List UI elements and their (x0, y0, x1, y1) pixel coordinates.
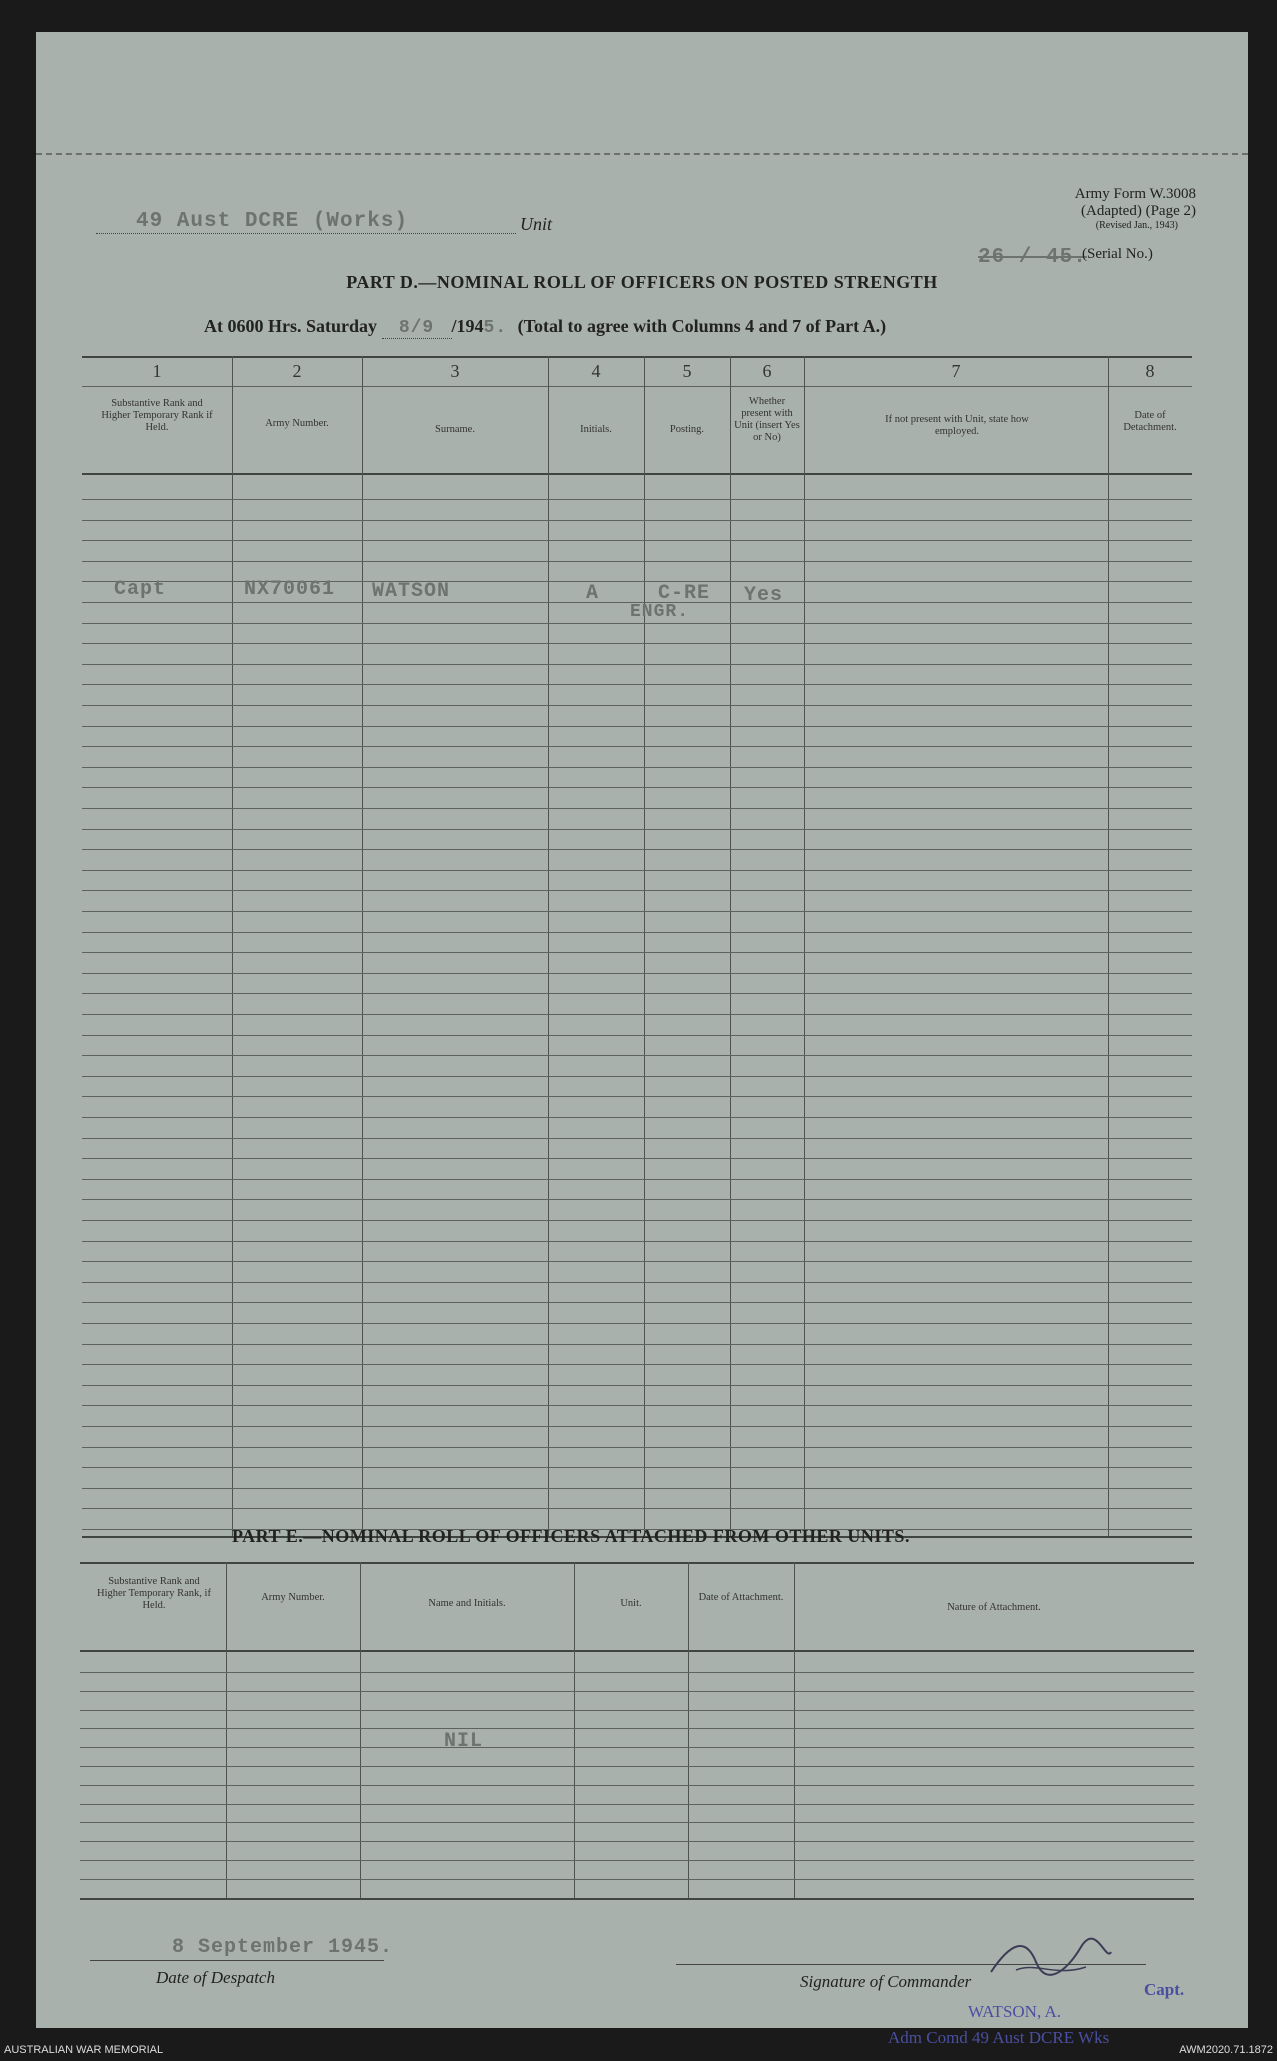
ruled-line (82, 849, 1192, 850)
ruled-line (82, 1488, 1192, 1489)
ruled-line (82, 1385, 1192, 1386)
ruled-line (82, 787, 1192, 788)
despatch-label: Date of Despatch (156, 1968, 275, 1987)
unit-label: Unit (520, 214, 553, 234)
e-header-rank: Substantive Rank and Higher Temporary Rank, if Held. (97, 1576, 211, 1611)
ruled-line (82, 726, 1192, 727)
ruled-line (80, 1747, 1194, 1748)
colnum-4: 4 (591, 361, 601, 381)
colnum-3: 3 (450, 361, 460, 381)
entry-present: Yes (744, 584, 784, 607)
ruled-line (82, 932, 1192, 933)
despatch-underline (90, 1960, 384, 1961)
ruled-line (82, 664, 1192, 665)
form-page (36, 32, 1248, 2047)
ruled-line (80, 1691, 1194, 1692)
entry-rank: Capt (114, 578, 167, 601)
ruled-line (82, 808, 1192, 809)
stamp-role: Adm Comd 49 Aust DCRE Wks (888, 2028, 1110, 2047)
colnum-rule (82, 386, 1192, 387)
col-divider (730, 356, 731, 1536)
ruled-line (82, 1426, 1192, 1427)
col-divider (548, 356, 549, 1536)
ruled-line (82, 1220, 1192, 1221)
ruled-line (82, 1241, 1192, 1242)
e-header-army-number: Army Number. (261, 1592, 325, 1603)
e-header-bottom-rule (80, 1650, 1194, 1652)
header-employment: If not present with Unit, state how employed. (885, 414, 1029, 437)
header-rank: Substantive Rank and Higher Temporary Rank if Held. (101, 398, 213, 433)
form-revised: (Revised Jan., 1943) (1095, 220, 1178, 231)
header-surname: Surname. (435, 424, 475, 435)
serial-label: (Serial No.) (1082, 246, 1153, 262)
header-detachment: Date of Detachment. (1123, 410, 1177, 433)
ruled-line (82, 1014, 1192, 1015)
ruled-line (82, 1405, 1192, 1406)
ruled-line (80, 1804, 1194, 1805)
header-army-number: Army Number. (265, 418, 329, 429)
colnum-8: 8 (1145, 361, 1155, 381)
ruled-line (82, 1508, 1192, 1509)
ruled-line (82, 1117, 1192, 1118)
entry-surname: WATSON (372, 580, 451, 603)
ruled-line (82, 952, 1192, 953)
header-initials: Initials. (580, 424, 612, 435)
footer-right: AWM2020.71.1872 (1179, 2044, 1273, 2056)
ruled-line (82, 1447, 1192, 1448)
col-divider (644, 356, 645, 1536)
entry-initials: A (586, 582, 600, 605)
e-col-divider (688, 1562, 689, 1898)
year-typed: 5. (483, 318, 508, 338)
e-bottom-rule (80, 1898, 1194, 1900)
ruled-line (82, 1158, 1192, 1159)
ruled-line (80, 1879, 1194, 1880)
form-adapted: (Adapted) (Page 2) (1081, 203, 1196, 219)
signature-label: Signature of Commander (800, 1972, 972, 1991)
e-col-divider (360, 1562, 361, 1898)
e-header-attachment-date: Date of Attachment. (698, 1592, 784, 1603)
ruled-line (82, 643, 1192, 644)
col-divider (362, 356, 363, 1536)
ruled-line (82, 870, 1192, 871)
ruled-line (80, 1728, 1194, 1729)
ruled-line (80, 1710, 1194, 1711)
ruled-line (82, 1179, 1192, 1180)
ruled-line (82, 911, 1192, 912)
ruled-line (82, 1323, 1192, 1324)
e-header-unit: Unit. (620, 1598, 642, 1609)
unit-underline (96, 233, 516, 234)
ruled-line (82, 1282, 1192, 1283)
ruled-line (80, 1766, 1194, 1767)
e-col-divider (574, 1562, 575, 1898)
ruled-line (80, 1860, 1194, 1861)
ruled-line (82, 890, 1192, 891)
ruled-line (82, 746, 1192, 747)
ruled-line (82, 1261, 1192, 1262)
signature-scrawl-icon (986, 1932, 1116, 1982)
colnum-7: 7 (951, 361, 961, 381)
part-e-title: PART E.—NOMINAL ROLL OF OFFICERS ATTACHED FROM OTHER UNITS. (232, 1526, 910, 1546)
ruled-line (82, 1035, 1192, 1036)
perforation-line (36, 153, 1248, 155)
ruled-line (82, 973, 1192, 974)
col-divider (804, 356, 805, 1536)
ruled-line (82, 767, 1192, 768)
ruled-line (82, 829, 1192, 830)
ruled-line (82, 1076, 1192, 1077)
ruled-line (82, 1364, 1192, 1365)
e-header-name: Name and Initials. (428, 1598, 506, 1609)
ruled-line (82, 1055, 1192, 1056)
ruled-line (82, 1302, 1192, 1303)
ruled-line (82, 540, 1192, 541)
date-suffix: (Total to agree with Columns 4 and 7 of Part A.) (517, 316, 887, 336)
form-number: Army Form W.3008 (1074, 186, 1196, 202)
year-prefix: /194 (451, 316, 484, 336)
ruled-line (82, 1096, 1192, 1097)
ruled-line (82, 705, 1192, 706)
e-col-divider (226, 1562, 227, 1898)
despatch-date-typed: 8 September 1945. (172, 1936, 394, 1959)
ruled-line (82, 499, 1192, 500)
ruled-line (82, 1138, 1192, 1139)
e-header-nature: Nature of Attachment. (947, 1602, 1041, 1613)
e-top-rule (80, 1562, 1194, 1564)
colnum-2: 2 (292, 361, 302, 381)
table-top-rule (82, 356, 1192, 358)
ruled-line (80, 1672, 1194, 1673)
date-typed: 8/9 (382, 318, 452, 339)
ruled-line (82, 520, 1192, 521)
signature-mark (986, 1932, 1116, 1982)
entry-army-number: NX70061 (244, 578, 336, 601)
ruled-line (80, 1822, 1194, 1823)
col-divider (1108, 356, 1109, 1536)
part-d-table (82, 356, 1238, 1541)
ruled-line (80, 1841, 1194, 1842)
part-e-table (80, 1562, 1240, 1902)
entry-posting-2: ENGR. (630, 602, 690, 622)
entry-posting-1: C-RE (658, 582, 711, 605)
ruled-line (82, 684, 1192, 685)
ruled-line (82, 1467, 1192, 1468)
ruled-line (82, 561, 1192, 562)
date-prefix: At 0600 Hrs. Saturday (204, 316, 378, 336)
header-present: Whether present with Unit (insert Yes or No) (734, 396, 800, 443)
ruled-line (80, 1785, 1194, 1786)
colnum-5: 5 (682, 361, 692, 381)
e-entry-nil: NIL (444, 1730, 484, 1753)
colnum-1: 1 (152, 361, 162, 381)
stamp-name: WATSON, A. (968, 2002, 1062, 2021)
ruled-line (82, 1199, 1192, 1200)
footer-left: AUSTRALIAN WAR MEMORIAL (4, 2044, 164, 2056)
part-d-date-line (204, 316, 886, 339)
ruled-line (82, 993, 1192, 994)
form-id-block (976, 186, 1196, 231)
colnum-6: 6 (762, 361, 772, 381)
unit-typed: 49 Aust DCRE (Works) (136, 210, 409, 233)
col-divider (232, 356, 233, 1536)
ruled-line (82, 1344, 1192, 1345)
header-posting: Posting. (669, 424, 705, 435)
serial-typed: 26 / 45. (978, 246, 1087, 269)
part-d-title: PART D.—NOMINAL ROLL OF OFFICERS ON POSTED STRENGTH (346, 272, 938, 292)
header-bottom-rule (82, 473, 1192, 475)
ruled-line (82, 623, 1192, 624)
stamp-rank: Capt. (1144, 1980, 1185, 1999)
